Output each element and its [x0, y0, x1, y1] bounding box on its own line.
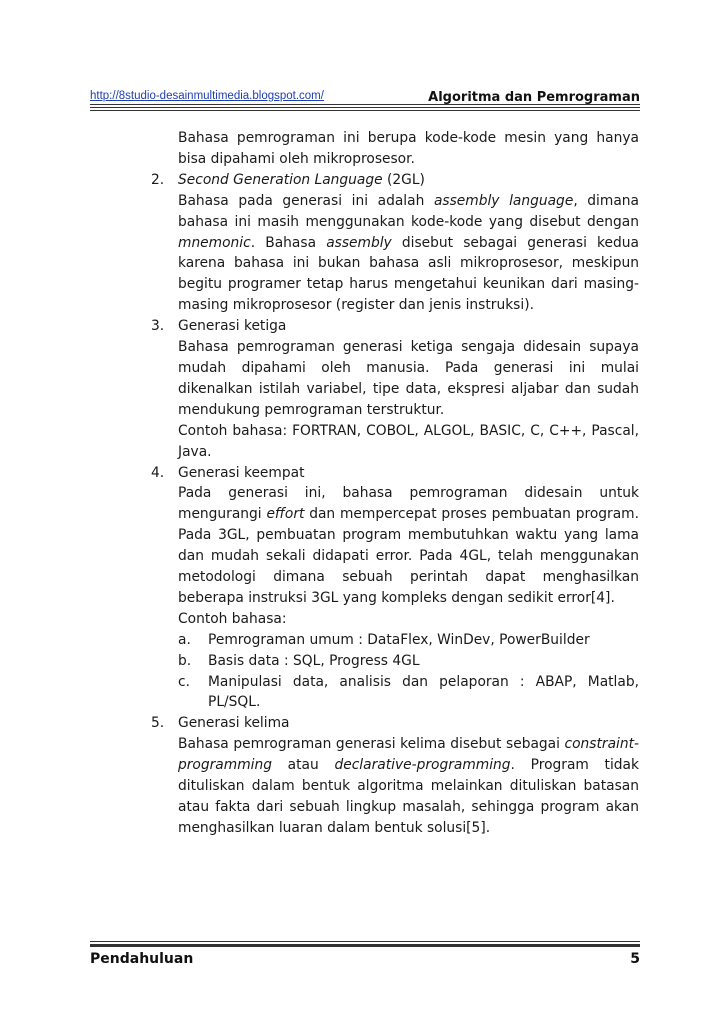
- footer-rule-thin: [90, 941, 640, 942]
- list-item-gen4: [151, 463, 639, 484]
- list-item-gen3: [151, 316, 639, 337]
- sub-list-letter: b.: [178, 652, 192, 669]
- header-url-link[interactable]: http://8studio-desainmultimedia.blogspot.com/: [90, 90, 324, 102]
- page-number: 5: [630, 951, 640, 967]
- sub-list-text: Pemrograman umum : DataFlex, WinDev, PowerBuilder: [208, 631, 590, 648]
- header-book-title: Algoritma dan Pemrograman: [428, 90, 640, 105]
- list-item-title: Generasi keempat: [178, 464, 305, 481]
- header-rule: [90, 104, 640, 108]
- footer-section-title: Pendahuluan: [90, 951, 194, 967]
- list-number: 3.: [151, 318, 165, 335]
- list-item-gen5: [151, 713, 639, 734]
- list-number: 5.: [151, 715, 165, 732]
- sub-list-item: [178, 672, 639, 714]
- italic-term: assembly: [326, 234, 392, 251]
- text-run: dan mempercepat proses pembuatan program. Pada 3GL, pembuatan program membutuhkan waktu yang lama dan mudah sekali didapati error. Pada 4GL, telah menggunakan metodologi dimana sebuah perintah dapat menghasilkan beberapa instruksi 3GL yang kompleks dengan sedikit error[4].: [178, 506, 639, 606]
- text-run: atau: [271, 757, 335, 774]
- italic-term: effort: [266, 506, 305, 523]
- text-run: Pada generasi ini, bahasa pemrograman didesain untuk mengurangi: [178, 485, 639, 523]
- title-italic: Second Generation Language: [178, 171, 383, 188]
- gen3-paragraph: Bahasa pemrograman generasi ketiga sengaja didesain supaya mudah dipahami oleh manusia. Pada generasi ini mulai dikenalkan istilah variabel, tipe data, ekspresi aljabar dan sudah mendukung pemrograman terstruktur.: [178, 339, 639, 418]
- gen5-paragraph: [178, 734, 639, 839]
- list-number: 2.: [151, 171, 165, 188]
- list-item-title: [178, 170, 639, 191]
- sub-list-letter: c.: [178, 673, 190, 690]
- text-run: disebut sebagai generasi kedua karena bahasa ini bukan bahasa asli mikroprosesor, meskipun begitu programer tetap harus mengetahui keunikan dari masing-masing mikroprosesor (register dan jenis instruksi).: [178, 234, 640, 314]
- sub-list-item: [178, 651, 639, 672]
- sub-list-letter: a.: [178, 631, 191, 648]
- list-item-gen2: [151, 170, 639, 191]
- text-run: . Program tidak dituliskan dalam bentuk algoritma melainkan dituliskan batasan atau fakta dari sebuah lingkup masalah, sehingga program akan menghasilkan luaran dalam bentuk solusi[5].: [178, 757, 639, 836]
- italic-term: mnemonic: [178, 234, 251, 251]
- list-item-title: Generasi kelima: [178, 715, 290, 732]
- page-header: [90, 84, 640, 106]
- list-number: 4.: [151, 464, 165, 481]
- sub-list-text: Manipulasi data, analisis dan pelaporan : ABAP, Matlab, PL/SQL.: [208, 673, 639, 711]
- gen4-paragraph: [178, 483, 639, 608]
- header-rule-thin: [90, 110, 640, 111]
- gen3-example: Contoh bahasa: FORTRAN, COBOL, ALGOL, BASIC, C, C++, Pascal, Java.: [178, 422, 639, 460]
- text-run: Bahasa pada generasi ini adalah: [178, 192, 434, 209]
- sub-list-text: Basis data : SQL, Progress 4GL: [208, 652, 420, 669]
- sub-list-item: [178, 630, 639, 651]
- footer-rule: [90, 944, 640, 947]
- gen4-example-label: Contoh bahasa:: [178, 610, 287, 627]
- italic-term: declarative-programming: [334, 757, 511, 774]
- text-run: Bahasa pemrograman generasi kelima disebut sebagai: [178, 736, 565, 753]
- italic-term: constraint-programming: [178, 736, 639, 774]
- title-rest: (2GL): [382, 171, 425, 188]
- intro-paragraph: Bahasa pemrograman ini berupa kode-kode mesin yang hanya bisa dipahami oleh mikroprosesor.: [178, 130, 639, 167]
- list-item-title: Generasi ketiga: [178, 318, 287, 335]
- gen2-paragraph: [178, 191, 639, 316]
- italic-term: assembly language: [433, 192, 574, 209]
- page-body: [151, 128, 639, 839]
- text-run: . Bahasa: [250, 234, 327, 251]
- text-run: , dimana bahasa ini masih menggunakan kode-kode yang disebut dengan: [178, 192, 639, 230]
